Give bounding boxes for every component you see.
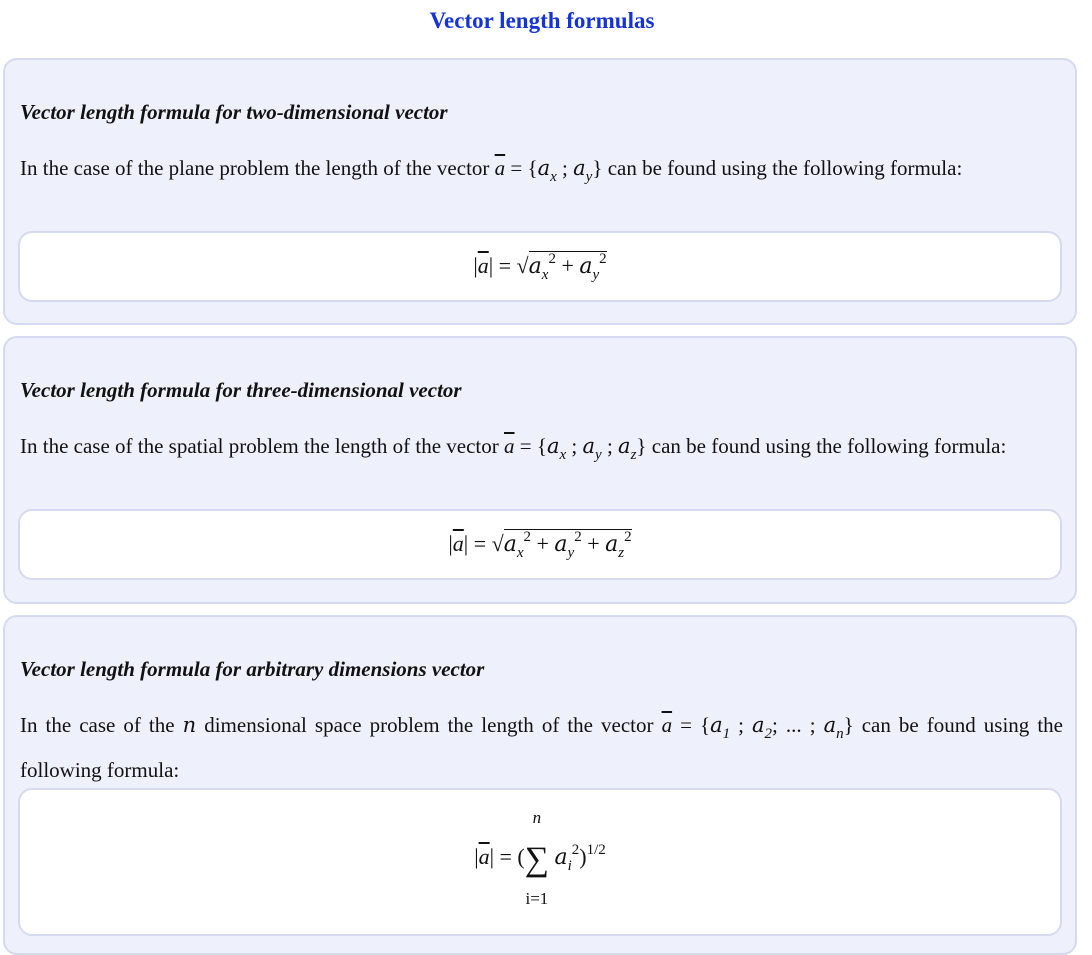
section-heading: Vector length formula for arbitrary dimensions vector	[20, 657, 485, 681]
page-title: Vector length formulas	[429, 8, 655, 33]
section-description: In the case of the n dimensional space problem the length of the vector $\overline{a} = \{a_1$ ; $a_2$; ... ; $a_n$} can be found using the following formula:	[20, 713, 1064, 782]
vector-expression: $\overline{a} = \{a_x$ ; $a_y$}	[494, 156, 608, 185]
section-heading: Vector length formula for two-dimensional vector	[20, 100, 448, 124]
formula-2d: $|\overline{a}| = √a_x^2 + a_y^2$	[473, 251, 607, 283]
summation-symbol: ∑ n i=1	[524, 808, 549, 908]
section-heading: Vector length formula for three-dimensional vector	[20, 378, 462, 402]
formula-3d: $|\overline{a}| = √a_x^2 + a_y^2 + a_z^2$	[448, 529, 632, 561]
section-nd	[3, 615, 1077, 955]
section-description: In the case of the spatial problem the length of the vector $\overline{a} = \{a_x$ ; $a_y$ ; $a_z$} can be found using the following formula:	[20, 434, 1007, 463]
formula-nd: $|\overline{a}|$ = (∑ n i=1 $a_i^2)^{1/2}$	[474, 808, 606, 908]
formula-box	[18, 231, 1062, 302]
vector-expression: $\overline{a} = \{a_1$ ; $a_2$; ... ; $a_n$}	[661, 713, 862, 742]
section-description: In the case of the plane problem the length of the vector $\overline{a} = \{a_x$ ; $a_y$} can be found using the following formula:	[20, 156, 963, 185]
formula-box	[18, 509, 1062, 580]
vector-expression: $\overline{a} = \{a_x$ ; $a_y$ ; $a_z$}	[504, 434, 652, 463]
section-2d	[3, 58, 1077, 325]
section-3d	[3, 336, 1077, 604]
formula-box	[18, 788, 1062, 936]
